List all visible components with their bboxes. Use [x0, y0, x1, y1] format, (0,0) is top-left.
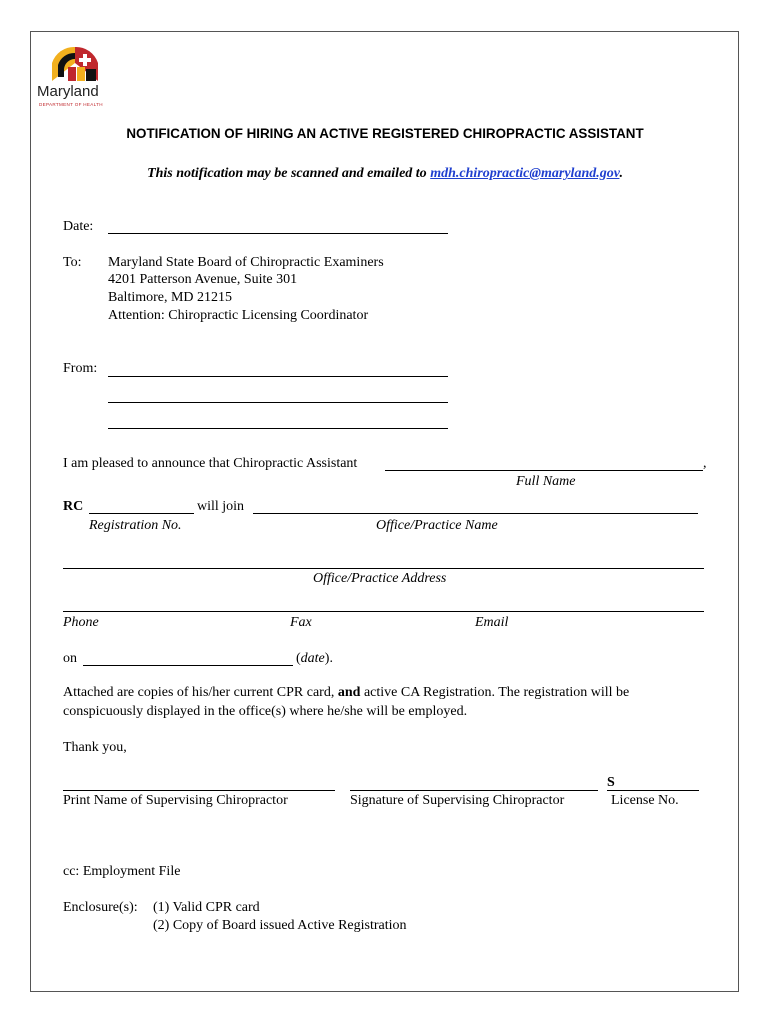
registration-caption: Registration No. [89, 518, 182, 533]
from-label: From: [63, 361, 98, 376]
office-name-field-line[interactable] [253, 513, 698, 514]
to-line-1: Maryland State Board of Chiropractic Examiners [108, 255, 384, 270]
announce-comma: , [703, 456, 707, 471]
office-name-caption: Office/Practice Name [376, 518, 498, 533]
maryland-flag-icon [50, 45, 100, 83]
attached-line-2: conspicuously displayed in the office(s) where he/she will be employed. [63, 704, 468, 719]
license-field-line[interactable] [607, 790, 699, 791]
signature-field-line[interactable] [350, 790, 598, 791]
to-line-2: 4201 Patterson Avenue, Suite 301 [108, 272, 298, 287]
fax-caption: Fax [290, 615, 312, 630]
full-name-field-line[interactable] [385, 470, 703, 471]
enclosure-item-2: (2) Copy of Board issued Active Registration [153, 918, 407, 933]
rc-label: RC [63, 499, 84, 514]
license-prefix: S [607, 775, 615, 790]
date-hint: (date). [296, 651, 333, 666]
attached-line-1: Attached are copies of his/her current CPR card, and active CA Registration. The registration will be [63, 685, 630, 700]
maryland-logo [37, 45, 117, 109]
email-caption: Email [475, 615, 509, 630]
contact-field-line[interactable] [63, 611, 704, 612]
date-label: Date: [63, 219, 94, 234]
cc-line: cc: Employment File [63, 864, 181, 879]
print-name-field-line[interactable] [63, 790, 335, 791]
office-address-field-line[interactable] [63, 568, 704, 569]
from-field-line-1[interactable] [108, 376, 448, 377]
office-address-caption: Office/Practice Address [313, 571, 447, 586]
from-field-line-2[interactable] [108, 402, 448, 403]
to-label: To: [63, 255, 82, 270]
enclosures-label: Enclosure(s): [63, 900, 138, 915]
notice-suffix: . [619, 166, 623, 181]
document-title: NOTIFICATION OF HIRING AN ACTIVE REGISTERED CHIROPRACTIC ASSISTANT [126, 126, 644, 141]
license-caption: License No. [611, 793, 679, 808]
registration-number-field-line[interactable] [89, 513, 194, 514]
logo-wordmark: Maryland [37, 83, 99, 100]
full-name-caption: Full Name [516, 474, 576, 489]
thank-you: Thank you, [63, 740, 127, 755]
notice-prefix: This notification may be scanned and emailed to [147, 166, 431, 181]
scan-notice [0, 165, 770, 183]
on-label: on [63, 651, 77, 666]
start-date-field-line[interactable] [83, 665, 293, 666]
signature-caption: Signature of Supervising Chiropractor [350, 793, 565, 808]
date-field-line[interactable] [108, 233, 448, 234]
to-line-3: Baltimore, MD 21215 [108, 290, 233, 305]
from-field-line-3[interactable] [108, 428, 448, 429]
will-join-text: will join [197, 499, 245, 514]
phone-caption: Phone [63, 615, 99, 630]
logo-subtitle: DEPARTMENT OF HEALTH [39, 102, 103, 107]
print-name-caption: Print Name of Supervising Chiropractor [63, 793, 288, 808]
email-link[interactable]: mdh.chiropractic@maryland.gov [430, 166, 620, 181]
announce-text: I am pleased to announce that Chiropractic Assistant [63, 456, 358, 471]
to-line-4: Attention: Chiropractic Licensing Coordinator [108, 308, 369, 323]
enclosure-item-1: (1) Valid CPR card [153, 900, 260, 915]
